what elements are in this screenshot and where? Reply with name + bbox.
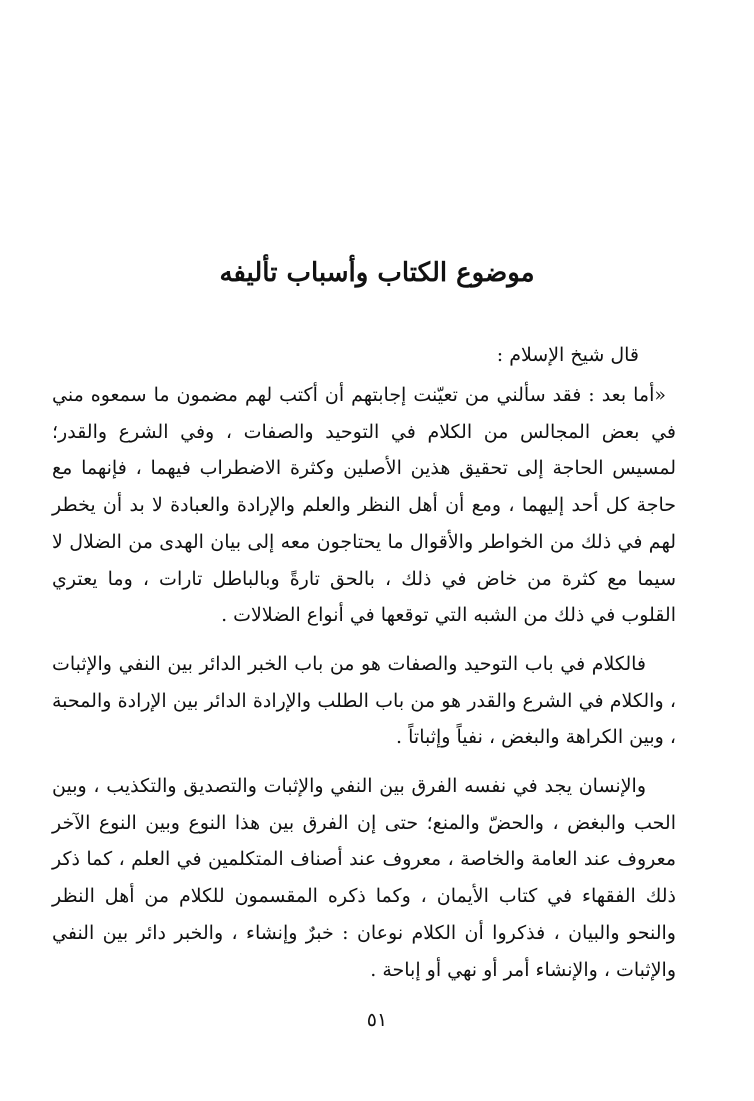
- paragraph: «أما بعد : فقد سألني من تعيّنت إجابتهم أن أكتب لهم مضمون ما سمعوه مني في بعض المجالس من الكلام في التوحيد والصفات ، وفي الشرع والقدر؛ لمسيس الحاجة إلى تحقيق هذين الأصلين وكثرة الاضطراب فيهما ، فإنهما مع حاجة كل أحد إليهما ، ومع أن أهل النظر والعلم والإرادة والعبادة لا بد أن يخطر لهم في ذلك من الخواطر والأقوال ما يحتاجون معه إلى بيان الهدى من الضلال لا سيما مع كثرة من خاض في ذلك ، بالحق تارةً وبالباطل تارات ، وما يعتري القلوب في ذلك من الشبه التي توقعها في أنواع الضلالات .: [52, 384, 676, 627]
- chapter-title: موضوع الكتاب وأسباب تأليفه: [219, 258, 535, 288]
- paragraph: فالكلام في باب التوحيد والصفات هو من باب الخبر الدائر بين النفي والإثبات ، والكلام في الشرع والقدر هو من باب الطلب والإرادة الدائر بين الإرادة والمحبة ، وبين الكراهة والبغض ، نفياً وإثباتاً .: [52, 652, 676, 749]
- body-text: [52, 377, 676, 1000]
- intro-line: قال شيخ الإسلام :: [496, 344, 639, 366]
- page-number: ٥١: [366, 1009, 388, 1031]
- paragraph: والإنسان يجد في نفسه الفرق بين النفي والإثبات والتصديق والتكذيب ، وبين الحب والبغض ، والحضّ والمنع؛ حتى إن الفرق بين هذا النوع وبين النوع الآخر معروف عند العامة والخاصة ، معروف عند أصناف المتكلمين في العلم ، كما ذكر ذلك الفقهاء في كتاب الأيمان ، وكما ذكره المقسمون للكلام من أهل النظر والنحو والبيان ، فذكروا أن الكلام نوعان : خبرٌ وإنشاء ، والخبر دائر بين النفي والإثبات ، والإنشاء أمر أو نهي أو إباحة .: [52, 775, 676, 981]
